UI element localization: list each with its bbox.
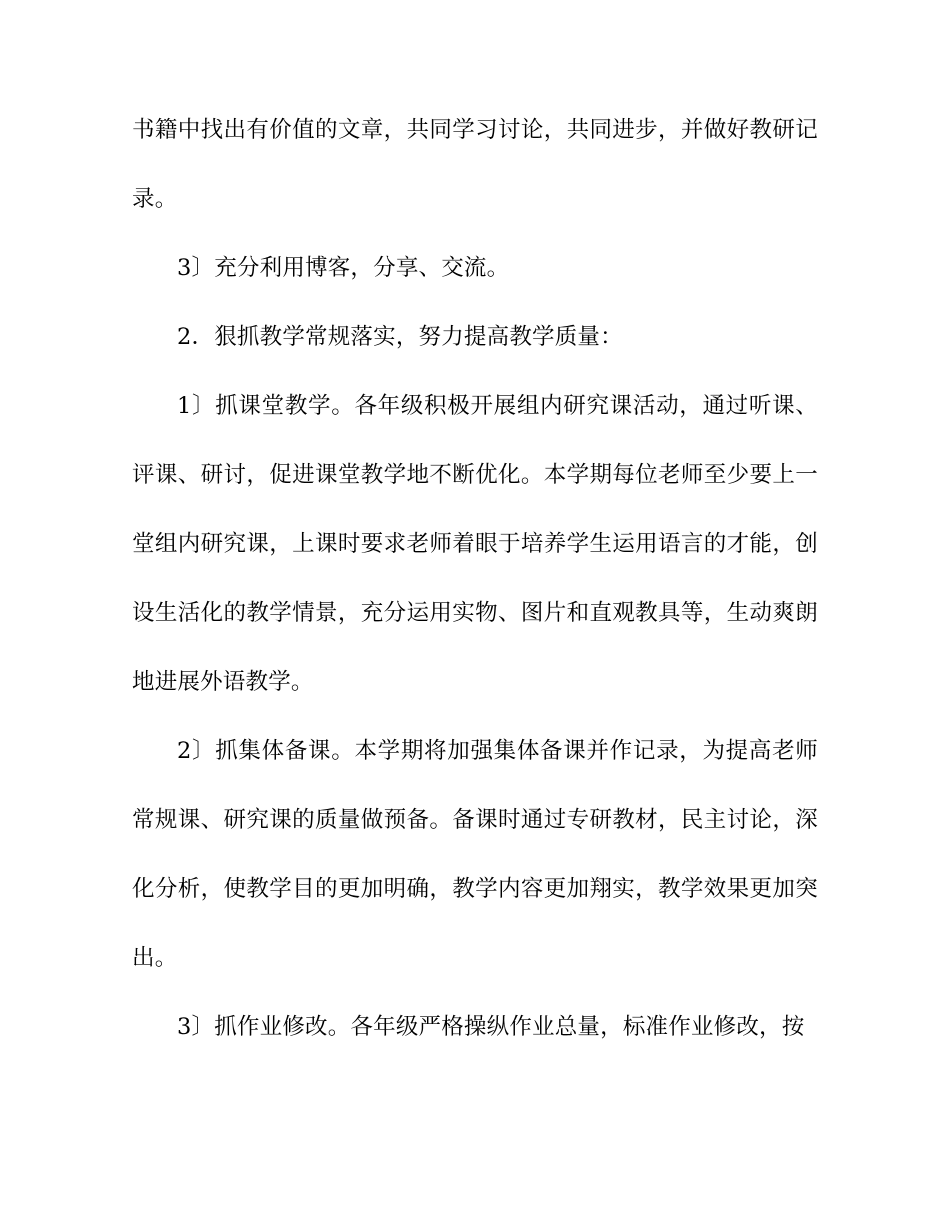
paragraph-2: 3〕充分利用博客，分享、交流。 [177,255,510,281]
document-text-body [132,96,818,1062]
paragraph-5: 2〕抓集体备课。本学期将加强集体备课并作记录，为提高老师常规课、研究课的质量做预备。备课时通过专研教材，民主讨论，深化分析，使教学目的更加明确，教学内容更加翔实，教学效果更加突出。 [132,738,818,971]
paragraph-3: 2．狠抓教学常规落实，努力提高教学质量： [177,324,623,350]
paragraph-1: 书籍中找出有价值的文章，共同学习讨论，共同进步，并做好教研记录。 [132,117,818,212]
paragraph-6: 3〕抓作业修改。各年级严格操纵作业总量，标准作业修改，按 [177,1014,805,1040]
paragraph-4: 1〕抓课堂教学。各年级积极开展组内研究课活动，通过听课、评课、研讨，促进课堂教学地不断优化。本学期每位老师至少要上一堂组内研究课，上课时要求老师着眼于培养学生运用语言的才能，创设生活化的教学情景，充分运用实物、图片和直观教具等，生动爽朗地进展外语教学。 [132,393,818,695]
